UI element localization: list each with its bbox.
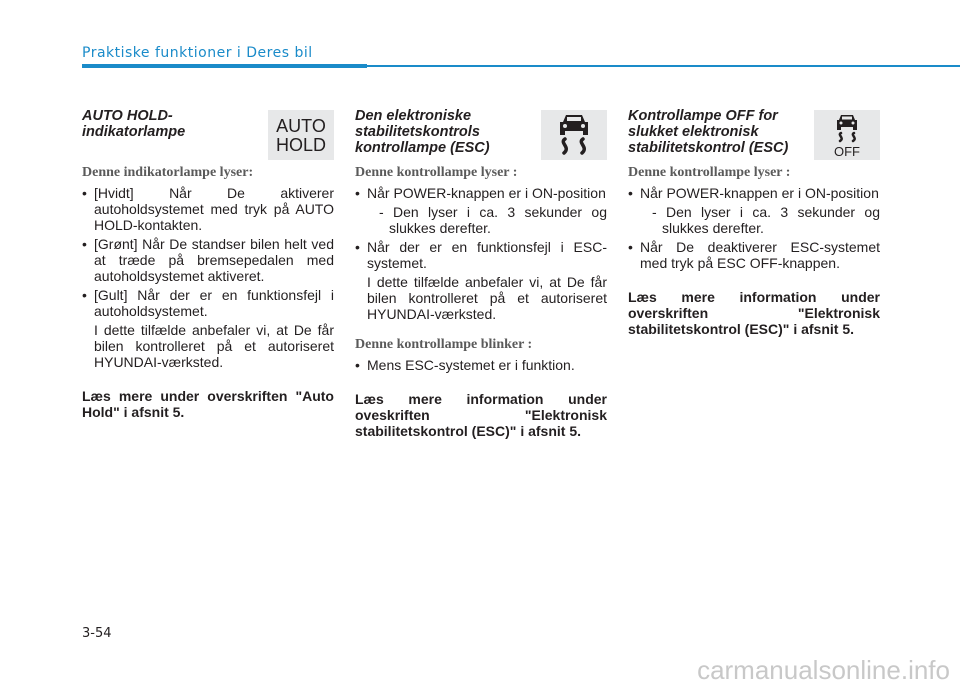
bullet-list — [355, 185, 607, 201]
esc-off-icon — [814, 110, 880, 160]
list-item: • [Grønt] Når De standser bilen helt ved at træde på bremsepedalen med autoholdsystemet aktiveret. — [82, 236, 334, 284]
bullet-list — [355, 357, 607, 373]
section-head — [82, 108, 334, 160]
list-item: • [Hvidt] Når De aktiverer autoholdsystemet med tryk på AUTO HOLD-kontakten. — [82, 185, 334, 233]
page-number: 3-54 — [82, 626, 112, 641]
esc-icon — [541, 110, 607, 160]
subheading: Denne kontrollampe lyser : — [628, 165, 791, 180]
section-title: Den elektroniske stabilitetskontrols kontrollampe (ESC) — [355, 108, 490, 156]
indented-paragraph: I dette tilfælde anbefaler vi, at De får bilen kontrolleret på et autoriseret HYUNDAI-værksted. — [94, 322, 334, 370]
list-item: • Når POWER-knappen er i ON-position — [628, 185, 880, 201]
section-header-title: Praktiske funktioner i Deres bil — [82, 45, 313, 61]
bullet-list — [355, 239, 607, 271]
list-item: • Når De deaktiverer ESC-systemet med tryk på ESC OFF-knappen. — [628, 239, 880, 271]
dash-item: - Den lyser i ca. 3 sekunder og slukkes derefter. — [379, 204, 607, 236]
bullet-list — [628, 239, 880, 271]
auto-hold-icon — [268, 110, 334, 160]
reference-note: Læs mere information under overskriften "Elektronisk stabilitetskontrol (ESC)" i afsnit 5. — [628, 289, 880, 337]
subheading: Denne kontrollampe blinker : — [355, 337, 533, 352]
auto-hold-icon-line-2: HOLD — [275, 135, 327, 155]
section-title: Kontrollampe OFF for slukket elektronisk stabilitetskontrol (ESC) — [628, 108, 789, 156]
header-rule-thick — [82, 64, 367, 68]
reference-note: Læs mere information under oveskriften "Elektronisk stabilitetskontrol (ESC)" i afsnit 5. — [355, 391, 607, 439]
list-item: • [Gult] Når der er en funktionsfejl i autoholdsystemet. — [82, 287, 334, 319]
section-title: AUTO HOLD-indikatorlampe — [82, 108, 186, 140]
section-head — [355, 108, 607, 160]
auto-hold-icon-line-1: AUTO — [276, 116, 326, 136]
header-rule-thin — [367, 65, 960, 67]
dash-item: - Den lyser i ca. 3 sekunder og slukkes derefter. — [652, 204, 880, 236]
column-esc — [355, 108, 607, 439]
indented-paragraph: I dette tilfælde anbefaler vi, at De får bilen kontrolleret på et autoriseret HYUNDAI-værksted. — [367, 274, 607, 322]
column-auto-hold — [82, 108, 334, 420]
list-item: • Når der er en funktionsfejl i ESC-systemet. — [355, 239, 607, 271]
subheading: Denne kontrollampe lyser : — [355, 165, 518, 180]
list-item: • Når POWER-knappen er i ON-position — [355, 185, 607, 201]
esc-off-icon-label: OFF — [834, 144, 860, 158]
bullet-list — [628, 185, 880, 201]
section-head — [628, 108, 880, 160]
subheading: Denne indikatorlampe lyser: — [82, 165, 254, 180]
column-esc-off — [628, 108, 880, 337]
watermark: carmanualsonline.info — [697, 655, 950, 685]
list-item: • Mens ESC-systemet er i funktion. — [355, 357, 607, 373]
reference-note: Læs mere under overskriften "Auto Hold" i afsnit 5. — [82, 388, 334, 420]
bullet-list — [82, 185, 334, 319]
